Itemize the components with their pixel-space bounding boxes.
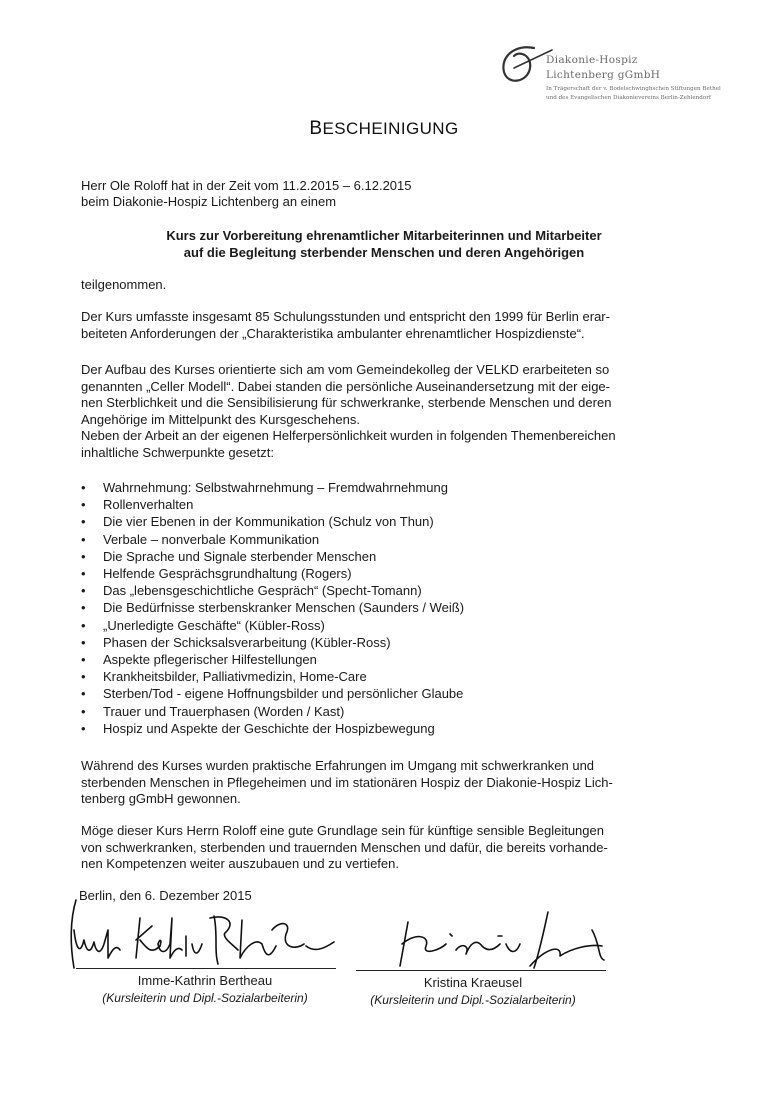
list-item: • Das „lebensgeschichtliche Gespräch“ (Specht-Tomann): [81, 583, 422, 599]
title-rest: ESCHEINIGUNG: [322, 119, 459, 138]
list-item: • Aspekte pflegerischer Hilfestellungen: [81, 652, 317, 668]
bullet-icon: •: [81, 634, 86, 650]
bullet-icon: •: [81, 686, 86, 702]
para2-line5: Neben der Arbeit an der eigenen Helferpersönlichkeit wurden in folgenden Themenbereichen: [81, 428, 616, 444]
signatory-name-right: Kristina Kraeusel: [423, 975, 523, 990]
bullet-icon: •: [81, 600, 86, 616]
para3-line1: Während des Kurses wurden praktische Erfahrungen im Umgang mit schwerkranken und: [81, 758, 595, 773]
list-item: • Verbale – nonverbale Kommunikation: [81, 531, 320, 547]
intro-line2: beim Diakonie-Hospiz Lichtenberg an einem: [81, 194, 337, 209]
signature-stroke: [71, 900, 76, 968]
list-item: • Rollenverhalten: [81, 497, 194, 513]
signature-line-right: [356, 970, 606, 971]
org-name-line1: Diakonie-Hospiz: [546, 54, 638, 66]
list-item: • Die vier Ebenen in der Kommunikation (Schulz von Thun): [81, 514, 434, 530]
course-title-line2: auf die Begleitung sterbender Menschen und deren Angehörigen: [183, 245, 585, 260]
course-title: [0, 227, 768, 261]
intro-line1: Herr Ole Roloff hat in der Zeit vom 11.2.2015 – 6.12.2015: [81, 178, 412, 193]
list-item: • Helfende Gesprächsgrundhaltung (Rogers): [81, 566, 352, 582]
bullet-icon: •: [81, 652, 86, 668]
bullet-icon: •: [81, 480, 86, 495]
participated-text: teilgenommen.: [81, 277, 167, 292]
list-item: • Phasen der Schicksalsverarbeitung (Kübler-Ross): [81, 634, 391, 650]
list-item: • Die Bedürfnisse sterbenskranker Menschen (Saunders / Weiß): [81, 600, 465, 616]
bullet-icon: •: [81, 583, 86, 599]
bullet-icon: •: [81, 531, 86, 547]
paragraph-course-structure: [81, 362, 701, 462]
para2-line4: Angehörige im Mittelpunkt des Kursgeschehens.: [81, 411, 360, 427]
list-item: • „Unerledigte Geschäfte“ (Kübler-Ross): [81, 617, 325, 633]
letterhead-logo: [494, 40, 744, 110]
para1-line1: Der Kurs umfasste insgesamt 85 Schulungsstunden und entspricht den 1999 für Berlin erar-: [81, 309, 610, 324]
para2-line1: Der Aufbau des Kurses orientierte sich am vom Gemeindekolleg der VELKD erarbeiteten so: [81, 362, 610, 377]
signature-line-left: [76, 968, 336, 969]
bullet-icon: •: [81, 720, 86, 736]
topic-list: [81, 479, 464, 737]
list-item: • Trauer und Trauerphasen (Worden / Kast): [81, 703, 345, 719]
list-item: • Die Sprache und Signale sterbender Menschen: [81, 548, 377, 564]
bullet-icon: •: [81, 669, 86, 685]
bullet-icon: •: [81, 514, 86, 530]
org-sponsor-line1: In Trägerschaft der v. Bodelschwinghschen Stiftungen Bethel: [546, 86, 721, 92]
bullet-icon: •: [81, 548, 86, 564]
para4-line1: Möge dieser Kurs Herrn Roloff eine gute Grundlage sein für künftige sensible Begleitungen: [81, 823, 604, 838]
signatory-role-right: (Kursleiterin und Dipl.-Sozialarbeiterin): [370, 993, 576, 1007]
paragraph-course-scope: [81, 309, 701, 342]
para4-line3: nen Kompetenzen weiter auszubauen und zu vertiefen.: [81, 856, 399, 872]
bullet-icon: •: [81, 566, 86, 582]
list-item: • Sterben/Tod - eigene Hoffnungsbilder und persönlicher Glaube: [81, 686, 464, 702]
para2-line2: genannten „Celler Modell“. Dabei standen die persönliche Auseinandersetzung mit der eige-: [81, 378, 610, 394]
para2-line3: nen Sterblichkeit und die Sensibilisierung für schwerkranke, sterbende Menschen und deren: [81, 395, 612, 411]
org-sponsor-line2: und des Evangelischen Diakonievereins Berlin-Zehlendorf: [546, 95, 711, 101]
signatory-name-left: Imme-Kathrin Bertheau: [137, 973, 273, 988]
paragraph-practical-experience: [81, 758, 701, 808]
org-name-line2: Lichtenberg gGmbH: [546, 69, 661, 81]
paragraph-closing-wish: [81, 823, 701, 873]
para2-line6: inhaltliche Schwerpunkte gesetzt:: [81, 444, 274, 460]
bullet-icon: •: [81, 703, 86, 719]
title-initial: B: [309, 118, 323, 139]
para1-line2: beiteten Anforderungen der „Charakteristika ambulanter ehrenamtlicher Hospizdienste“.: [81, 325, 585, 341]
para3-line2: sterbenden Menschen in Pflegeheimen und im stationären Hospiz der Diakonie-Hospiz Lich-: [81, 774, 613, 790]
bullet-icon: •: [81, 497, 86, 513]
signatory-role-left: (Kursleiterin und Dipl.-Sozialarbeiterin): [102, 991, 308, 1005]
document-title: [0, 118, 768, 140]
list-item: • Wahrnehmung: Selbstwahrnehmung – Fremdwahrnehmung: [81, 480, 448, 495]
list-item: • Krankheitsbilder, Palliativmedizin, Home-Care: [81, 669, 367, 685]
para3-line3: tenberg gGmbH gewonnen.: [81, 791, 241, 807]
para4-line2: von schwerkranken, sterbenden und trauernden Menschen und dafür, die bereits vorhande-: [81, 839, 608, 855]
place-date: Berlin, den 6. Dezember 2015: [79, 888, 252, 903]
diakonie-logo-icon: [494, 42, 554, 88]
list-item: • Hospiz und Aspekte der Geschichte der Hospizbewegung: [81, 720, 435, 736]
bullet-icon: •: [81, 617, 86, 633]
course-title-line1: Kurs zur Vorbereitung ehrenamtlicher Mitarbeiterinnen und Mitarbeiter: [166, 228, 602, 243]
